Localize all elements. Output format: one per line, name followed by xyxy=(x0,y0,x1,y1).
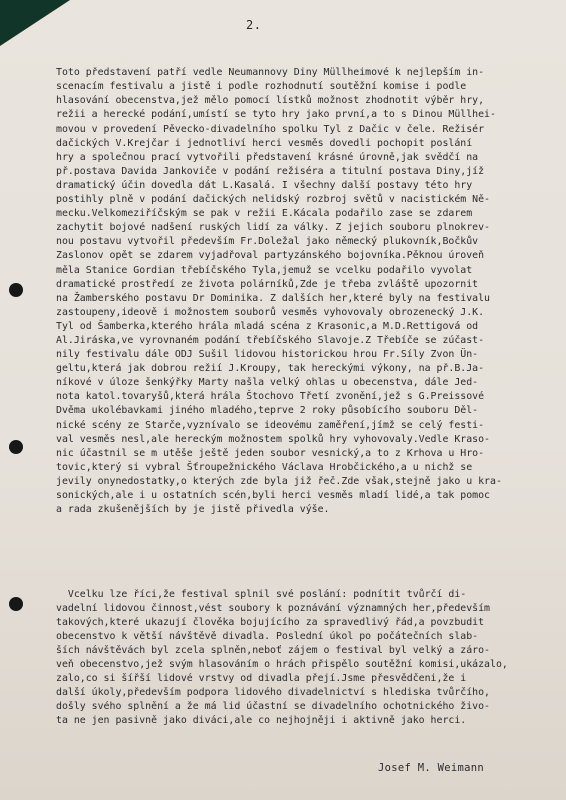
text-line: postihly plně v podání dačických nelidský rozbroj světů v nacistickém Ně- xyxy=(56,194,491,206)
text-line: režii a herecké podání,umístí se tyto hry jako první,a to s Dinou Müllhei- xyxy=(56,109,496,121)
text-line: dačických V.Krejčar i jednotliví herci vesměs dovedli pochopit poslání xyxy=(56,137,473,149)
text-line: takových,které ukazují člověka bojujícího za spravedlivý řád,a povzbudit xyxy=(56,616,485,628)
author-signature: Josef M. Weimann xyxy=(378,762,484,774)
text-line: hlasování obecenstva,jež mělo pomocí lístků možnost zhodnotit výběr hry, xyxy=(56,95,485,107)
text-line: ších návštěvách byl zcela splněn,neboť zájem o festival byl velký a záro- xyxy=(56,644,491,656)
text-line: Dvěma ukolébavkami jiného mladého,teprve 2 roky působícího souboru Děl- xyxy=(56,405,479,417)
text-line: nou postavu vytvořil především Fr.Doležal jako německý plukovník,Bočkův xyxy=(56,236,479,248)
text-line: nily festivalu dále ODJ Sušil lidovou historickou hrou Fr.Síly Zvon Ün- xyxy=(56,349,479,361)
text-line: př.postava Davida Jankoviče v podání režiséra a titulní postava Diny,jíž xyxy=(56,165,485,177)
text-line: ta ne jen pasivně jako diváci,ale co nejhojněji i aktivně jako herci. xyxy=(56,715,467,727)
text-line: mecku.Velkomeziříčským se pak v režii E.Kácala podařilo zase se zdarem xyxy=(56,208,473,220)
text-line: scenacím festivalu a jistě i podle rozhodnutí soutěžní komise i podle xyxy=(56,81,473,93)
text-line: hry a společnou prací vytvořili představení krásné úrovně,jak svědčí na xyxy=(56,151,479,163)
text-line: veň obecenstvo,jež svým hlasováním o hrách přispělo soutěžní komisi,ukázalo, xyxy=(56,659,508,671)
text-line: dramatické prostředí ze života polárníků,Zde je třeba zvláště upozornit xyxy=(56,278,479,290)
text-line: došly svého splnění a že má lid účastní se divadelního ochotnického živo- xyxy=(56,701,491,713)
paragraph-1 xyxy=(56,66,560,517)
punch-hole-top xyxy=(9,283,23,297)
text-line: další úkoly,především podpora lidového divadelnictví s hlediska tvůrčího, xyxy=(56,687,491,699)
text-line: zalo,co si šířší lidové vrstvy od divadla přejí.Jsme přesvědčeni,že i xyxy=(56,673,467,685)
document-body xyxy=(56,38,560,757)
text-line: geltu,která jak dobrou režií J.Kroupy, tak hereckými výkony, na př.B.Ja- xyxy=(56,363,485,375)
paragraph-2 xyxy=(56,588,560,729)
text-line: dramatický účin dovedla dát L.Kasalá. I všechny další postavy této hry xyxy=(56,179,473,191)
text-line: Toto představení patří vedle Neumannovy Diny Müllheimové k nejlepším in- xyxy=(56,67,485,79)
text-line: zachytit bojové nadšení ruských lidí za války. Z jejich souboru plnokrev- xyxy=(56,222,491,234)
punch-hole-middle xyxy=(9,440,23,454)
text-line: Al.Jiráska,ve vyrovnaném podání třebíčského Slavoje.Z Třebíče se zúčast- xyxy=(56,334,485,346)
text-line: sonických,ale i u ostatních scén,byli herci vesměs mladí lidé,a tak pomoc xyxy=(56,490,491,501)
text-line: tovic,který si vybral Šťroupežnického Václava Hrobčického,a u nichž se xyxy=(56,461,473,473)
text-line: Zaslonov opět se zdarem vyjadřoval partyzánského bojovníka.Pěknou úroveň xyxy=(56,250,485,262)
page-number: 2. xyxy=(246,18,262,32)
text-line: Vcelku lze říci,že festival splnil své poslání: podnítit tvůrčí di- xyxy=(56,588,467,600)
text-line: na Žamberského postavu Dr Dominika. Z dalších her,které byly na festivalu xyxy=(56,292,491,304)
text-line: nota katol.tovaryšů,která hrála Štochovo Třetí zvonění,jež s G.Preissové xyxy=(56,391,485,403)
text-line: obecenstvo k větší návštěvě divadla. Poslední úkol po počátečních slab- xyxy=(56,630,479,642)
paragraph-gap xyxy=(56,545,560,559)
text-line: movou v provedení Pěvecko-divadelního spolku Tyl z Dačic v čele. Režisér xyxy=(56,123,485,135)
text-line: nic účastnil se m utěše ještě jeden soubor vesnický,a to z Krhova u Hro- xyxy=(56,447,485,459)
text-line: měla Stanice Gordian třebíčského Tyla,jemuž se vcelku podařilo vyvolat xyxy=(56,264,473,276)
text-line: níkové v úloze šenkýřky Marty našla velký ohlas u obecenstva, dále Jed- xyxy=(56,377,479,389)
text-line: zastoupeny,ideově i možnostem souborů vesměs vyhovovaly obrozenecký J.K. xyxy=(56,306,485,318)
text-line: vadelní lidovou činnost,vést soubory k poznávání významných her,především xyxy=(56,602,491,614)
text-line: Tyl od Šamberka,kterého hrála mladá scéna z Krasonic,a M.D.Rettigová od xyxy=(56,320,479,332)
punch-hole-bottom xyxy=(9,597,23,611)
text-line: val vesměs nesl,ale hereckým možnostem spolků hry vyhovovaly.Vedle Kraso- xyxy=(56,433,491,445)
text-line: a rada zkušenějších by je jistě přivedla výše. xyxy=(56,504,330,516)
text-line: nické scény ze Starče,vyznívalo se ideovému zaměření,jímž se celý festi- xyxy=(56,419,485,431)
text-line: jevily onynedostatky,o kterých zde byla již řeč.Zde však,stejně jako u kra- xyxy=(56,475,502,487)
